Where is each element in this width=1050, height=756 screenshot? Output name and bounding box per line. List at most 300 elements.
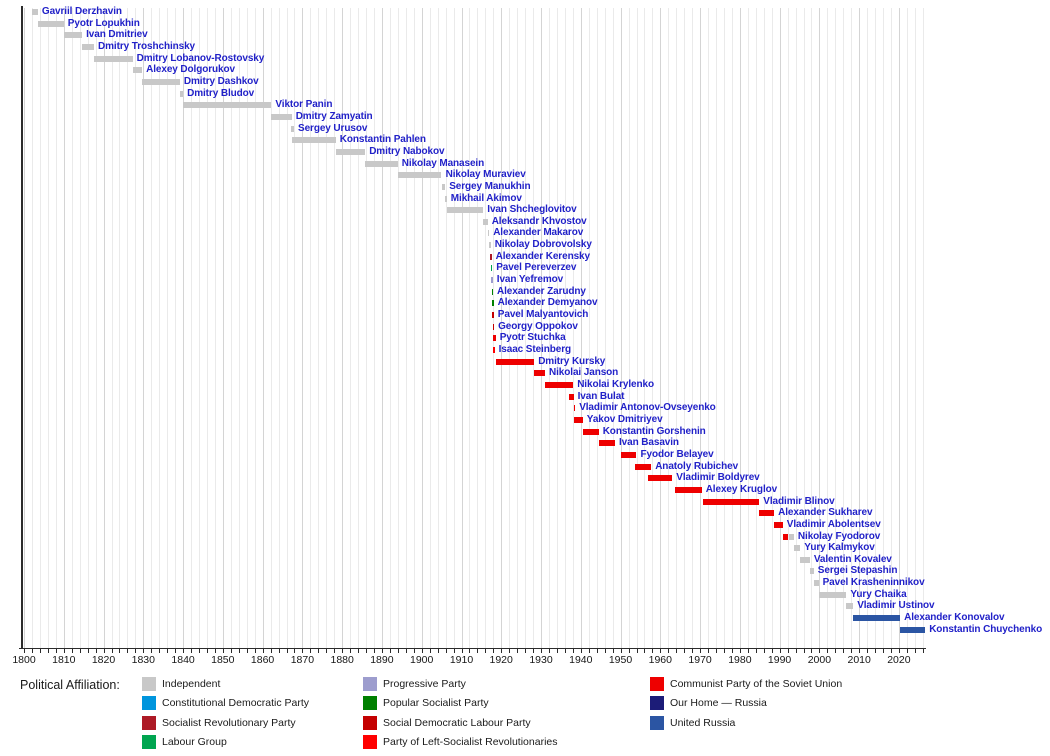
person-label: Pavel Krasheninnikov (822, 577, 925, 589)
axis-tick-label: 1890 (370, 654, 394, 666)
axis-tick-label: 1900 (410, 654, 434, 666)
legend-swatch (650, 716, 664, 730)
person-label: Dmitry Bludov (187, 87, 255, 99)
grid-line (350, 8, 351, 648)
person-label: Nikolay Dobrovolsky (494, 239, 592, 251)
grid-line (24, 8, 25, 648)
timeline-bar (492, 289, 494, 295)
person-label: Nikolai Janson (549, 367, 619, 379)
grid-line (676, 8, 677, 648)
legend-item-label: Labour Group (162, 736, 227, 749)
axis-tick (374, 649, 375, 653)
person-label: Pyotr Stuchka (499, 332, 566, 344)
person-label: Valentin Kovalev (813, 553, 892, 565)
grid-line (104, 8, 105, 648)
axis-tick (501, 649, 502, 653)
axis-tick (915, 649, 916, 653)
axis-tick (366, 649, 367, 653)
axis-tick (748, 649, 749, 653)
grid-line (629, 8, 630, 648)
grid-line (644, 8, 645, 648)
timeline-bar (493, 324, 495, 330)
person-label: Pavel Malyantovich (497, 309, 589, 320)
axis-tick (923, 649, 924, 653)
person-label: Dmitry Zamyatin (295, 110, 373, 122)
axis-tick (24, 649, 25, 653)
timeline-bar (574, 417, 582, 423)
axis-tick (859, 649, 860, 653)
axis-tick (96, 649, 97, 653)
timeline-bar (583, 429, 599, 435)
person-label: Alexander Sukharev (778, 507, 873, 519)
timeline-bar (490, 254, 492, 260)
timeline-bar (491, 277, 493, 283)
axis-tick (811, 649, 812, 653)
grid-line (80, 8, 81, 648)
axis-tick-label: 2000 (807, 654, 832, 666)
timeline-bar (569, 394, 574, 400)
timeline-bar (534, 370, 545, 376)
axis-tick-label: 1810 (52, 654, 76, 666)
y-axis-spine (21, 6, 23, 649)
legend-item-label: Social Democratic Labour Party (383, 716, 531, 729)
axis-tick (668, 649, 669, 653)
timeline-bar (800, 557, 810, 563)
grid-line (660, 8, 661, 648)
timeline-bar (675, 487, 702, 493)
legend-item-label: Socialist Revolutionary Party (162, 716, 296, 729)
axis-tick (454, 649, 455, 653)
person-label: Vladimir Boldyrev (676, 472, 760, 484)
axis-tick-label: 1980 (728, 654, 752, 666)
axis-tick (533, 649, 534, 653)
grid-line (454, 8, 455, 648)
grid-line (621, 8, 622, 648)
timeline-bar (574, 405, 576, 411)
axis-tick (796, 649, 797, 653)
legend-item-label: Constitutional Democratic Party (162, 697, 310, 710)
grid-line (159, 8, 160, 648)
axis-tick (342, 649, 343, 653)
timeline-bar (133, 67, 143, 73)
person-label: Sergey Urusov (298, 122, 368, 134)
axis-tick (509, 649, 510, 653)
person-label: Ivan Dmitriev (86, 29, 148, 41)
grid-line (390, 8, 391, 648)
timeline-bar (774, 522, 783, 528)
person-label: Konstantin Chuychenko (929, 623, 1043, 635)
axis-tick (827, 649, 828, 653)
person-label: Vladimir Abolentsev (786, 518, 881, 530)
axis-tick (255, 649, 256, 653)
grid-line (151, 8, 152, 648)
grid-line (167, 8, 168, 648)
timeline-bar (38, 21, 64, 27)
legend-swatch (363, 716, 377, 730)
grid-line (469, 8, 470, 648)
timeline-bar (846, 603, 853, 609)
axis-tick (430, 649, 431, 653)
axis-tick-label: 1800 (12, 654, 36, 666)
timeline-bar (398, 172, 442, 178)
grid-line (637, 8, 638, 648)
person-label: Nikolay Muraviev (445, 169, 526, 181)
timeline-bar (783, 534, 789, 540)
axis-tick-label: 2010 (847, 654, 871, 666)
person-label: Fyodor Belayev (640, 448, 714, 460)
person-label: Gavriil Derzhavin (41, 6, 122, 17)
legend-swatch (650, 696, 664, 710)
grid-line (382, 8, 383, 648)
grid-line (756, 8, 757, 648)
grid-line (748, 8, 749, 648)
grid-line (422, 8, 423, 648)
grid-line (143, 8, 144, 648)
grid-line (40, 8, 41, 648)
axis-tick-label: 1930 (529, 654, 553, 666)
grid-line (96, 8, 97, 648)
axis-tick (517, 649, 518, 653)
person-label: Sergei Stepashin (817, 565, 898, 577)
axis-tick (414, 649, 415, 653)
person-label: Vladimir Blinov (763, 495, 835, 507)
timeline-bar (635, 464, 651, 470)
axis-tick (716, 649, 717, 653)
axis-tick (104, 649, 105, 653)
axis-tick (557, 649, 558, 653)
grid-line (414, 8, 415, 648)
grid-line (32, 8, 33, 648)
grid-line (652, 8, 653, 648)
person-label: Dmitry Nabokov (369, 145, 445, 157)
person-label: Georgy Oppokov (498, 320, 578, 332)
axis-tick (310, 649, 311, 653)
axis-tick (406, 649, 407, 653)
axis-tick (637, 649, 638, 653)
timeline-bar (365, 161, 398, 167)
axis-tick (127, 649, 128, 653)
grid-line (668, 8, 669, 648)
axis-tick (740, 649, 741, 653)
axis-tick (629, 649, 630, 653)
axis-tick-label: 2020 (887, 654, 911, 666)
axis-tick (287, 649, 288, 653)
axis-tick (231, 649, 232, 653)
axis-tick (788, 649, 789, 653)
axis-tick (438, 649, 439, 653)
timeline-bar (94, 56, 133, 62)
axis-tick (279, 649, 280, 653)
axis-tick (271, 649, 272, 653)
axis-tick (660, 649, 661, 653)
axis-tick (358, 649, 359, 653)
x-axis-spine (19, 648, 926, 649)
axis-tick (422, 649, 423, 653)
grid-line (406, 8, 407, 648)
grid-line (64, 8, 65, 648)
axis-tick (135, 649, 136, 653)
axis-tick (326, 649, 327, 653)
axis-tick (644, 649, 645, 653)
legend-swatch (142, 696, 156, 710)
timeline-bar (900, 627, 925, 633)
axis-tick (804, 649, 805, 653)
legend-item-label: Communist Party of the Soviet Union (670, 678, 843, 690)
timeline-bar (493, 347, 495, 353)
legend-swatch (650, 677, 664, 691)
axis-tick-label: 1860 (250, 654, 275, 666)
timeline-bar (648, 475, 673, 481)
grid-line (708, 8, 709, 648)
axis-tick-label: 1850 (211, 654, 235, 666)
timeline-bar (442, 184, 446, 190)
axis-tick (88, 649, 89, 653)
axis-tick (883, 649, 884, 653)
axis-tick (469, 649, 470, 653)
axis-tick (867, 649, 868, 653)
person-label: Konstantin Gorshenin (602, 425, 706, 437)
grid-line (907, 8, 908, 648)
axis-tick (302, 649, 303, 653)
person-label: Pavel Pereverzev (496, 262, 577, 274)
axis-tick (772, 649, 773, 653)
axis-tick (613, 649, 614, 653)
axis-tick (891, 649, 892, 653)
axis-tick (899, 649, 900, 653)
person-label: Sergey Manukhin (449, 180, 531, 192)
axis-tick (573, 649, 574, 653)
axis-tick-label: 1960 (648, 654, 672, 666)
axis-tick (462, 649, 463, 653)
axis-tick (247, 649, 248, 653)
timeline-bar (794, 545, 800, 551)
grid-line (796, 8, 797, 648)
axis-tick (843, 649, 844, 653)
axis-tick (159, 649, 160, 653)
axis-tick (382, 649, 383, 653)
axis-tick (541, 649, 542, 653)
person-label: Alexander Demyanov (497, 297, 598, 309)
grid-line (48, 8, 49, 648)
grid-line (780, 8, 781, 648)
axis-tick (565, 649, 566, 653)
axis-tick (851, 649, 852, 653)
axis-tick (318, 649, 319, 653)
grid-line (883, 8, 884, 648)
person-label: Vladimir Ustinov (857, 600, 935, 612)
axis-tick (80, 649, 81, 653)
axis-tick (724, 649, 725, 653)
axis-tick-label: 1830 (131, 654, 155, 666)
person-label: Dmitry Troshchinsky (98, 41, 196, 52)
axis-tick (676, 649, 677, 653)
person-label: Nikolay Fyodorov (797, 530, 881, 542)
axis-tick (72, 649, 73, 653)
timeline-bar (483, 219, 487, 225)
person-label: Anatoly Rubichev (655, 460, 739, 472)
person-label: Isaac Steinberg (498, 344, 572, 355)
timeline-bar (488, 230, 490, 236)
axis-tick (167, 649, 168, 653)
legend-item-label: Popular Socialist Party (383, 697, 489, 710)
axis-tick-label: 1970 (688, 654, 712, 666)
grid-line (430, 8, 431, 648)
axis-tick (493, 649, 494, 653)
timeline-bar (492, 300, 494, 306)
axis-tick-label: 1920 (489, 654, 513, 666)
grid-line (716, 8, 717, 648)
person-label: Nikolai Krylenko (577, 379, 654, 390)
grid-line (72, 8, 73, 648)
axis-tick (119, 649, 120, 653)
grid-line (700, 8, 701, 648)
timeline-bar (759, 510, 774, 516)
timeline-bar (336, 149, 365, 155)
person-label: Ivan Bulat (577, 390, 625, 402)
axis-tick (191, 649, 192, 653)
legend-swatch (142, 735, 156, 749)
axis-tick (215, 649, 216, 653)
axis-tick (40, 649, 41, 653)
grid-line (740, 8, 741, 648)
person-label: Alexander Konovalov (904, 612, 1005, 624)
grid-line (899, 8, 900, 648)
legend-item-label: Party of Left-Socialist Revolutionaries (383, 736, 558, 749)
grid-line (692, 8, 693, 648)
grid-line (175, 8, 176, 648)
timeline-bar (492, 312, 494, 318)
timeline-bar (814, 580, 819, 586)
timeline-bar (545, 382, 573, 388)
timeline-bar (32, 9, 38, 15)
person-label: Dmitry Lobanov-Rostovsky (136, 52, 265, 64)
axis-tick (581, 649, 582, 653)
grid-line (477, 8, 478, 648)
person-label: Alexander Kerensky (495, 250, 590, 262)
person-label: Nikolay Manasein (401, 157, 485, 169)
axis-tick (835, 649, 836, 653)
timeline-bar (496, 359, 535, 365)
grid-line (605, 8, 606, 648)
axis-tick (175, 649, 176, 653)
person-label: Pyotr Lopukhin (67, 17, 140, 29)
legend-title: Political Affiliation: (20, 678, 120, 692)
legend-swatch (142, 677, 156, 691)
axis-tick (143, 649, 144, 653)
timeline-bar (810, 568, 814, 574)
grid-line (398, 8, 399, 648)
grid-line (875, 8, 876, 648)
legend-swatch (363, 677, 377, 691)
axis-tick (151, 649, 152, 653)
grid-line (923, 8, 924, 648)
grid-line (597, 8, 598, 648)
legend-item-label: Independent (162, 678, 221, 690)
grid-line (358, 8, 359, 648)
axis-tick (732, 649, 733, 653)
person-label: Mikhail Akimov (450, 192, 522, 204)
axis-tick (239, 649, 240, 653)
grid-line (915, 8, 916, 648)
axis-tick (780, 649, 781, 653)
axis-tick-label: 1840 (171, 654, 195, 666)
grid-line (119, 8, 120, 648)
grid-line (127, 8, 128, 648)
axis-tick-label: 1950 (608, 654, 633, 666)
grid-line (135, 8, 136, 648)
grid-line (374, 8, 375, 648)
axis-tick (390, 649, 391, 653)
axis-tick (446, 649, 447, 653)
timeline-bar (599, 440, 615, 446)
timeline-bar (489, 242, 491, 248)
axis-tick (700, 649, 701, 653)
timeline-bar (183, 102, 272, 108)
timeline-bar (271, 114, 291, 120)
axis-tick (350, 649, 351, 653)
timeline-bar (853, 615, 900, 621)
axis-tick (294, 649, 295, 653)
legend-swatch (363, 735, 377, 749)
axis-tick (605, 649, 606, 653)
axis-tick (764, 649, 765, 653)
person-label: Yury Chaika (850, 588, 907, 600)
axis-tick (64, 649, 65, 653)
person-label: Ivan Yefremov (496, 274, 564, 286)
grid-line (112, 8, 113, 648)
timeline-bar (445, 196, 447, 202)
person-label: Alexey Kruglov (705, 483, 778, 495)
axis-tick (223, 649, 224, 653)
timeline-bar (789, 534, 794, 540)
timeline-bar (819, 592, 847, 598)
axis-tick (525, 649, 526, 653)
grid-line (732, 8, 733, 648)
grid-line (613, 8, 614, 648)
person-label: Dmitry Dashkov (183, 75, 259, 87)
grid-line (462, 8, 463, 648)
person-label: Vladimir Antonov-Ovseyenko (579, 402, 716, 414)
person-label: Ivan Basavin (619, 437, 679, 449)
grid-line (891, 8, 892, 648)
timeline-bar (142, 79, 180, 85)
grid-line (366, 8, 367, 648)
axis-tick (819, 649, 820, 653)
timeline-bar (703, 499, 760, 505)
timeline-bar (491, 265, 493, 271)
legend-item-label: United Russia (670, 716, 736, 729)
axis-tick (32, 649, 33, 653)
axis-tick (183, 649, 184, 653)
legend-swatch (363, 696, 377, 710)
grid-line (581, 8, 582, 648)
timeline-bar (64, 32, 82, 38)
grid-line (724, 8, 725, 648)
axis-tick (589, 649, 590, 653)
grid-line (88, 8, 89, 648)
axis-tick (398, 649, 399, 653)
legend-item-label: Progressive Party (383, 678, 466, 690)
person-label: Dmitry Kursky (538, 355, 606, 367)
axis-tick (485, 649, 486, 653)
person-label: Alexander Zarudny (497, 285, 586, 297)
axis-tick (56, 649, 57, 653)
timeline-bar (493, 335, 496, 341)
axis-tick (756, 649, 757, 653)
legend-swatch (142, 716, 156, 730)
axis-tick (263, 649, 264, 653)
timeline-bar (82, 44, 94, 50)
